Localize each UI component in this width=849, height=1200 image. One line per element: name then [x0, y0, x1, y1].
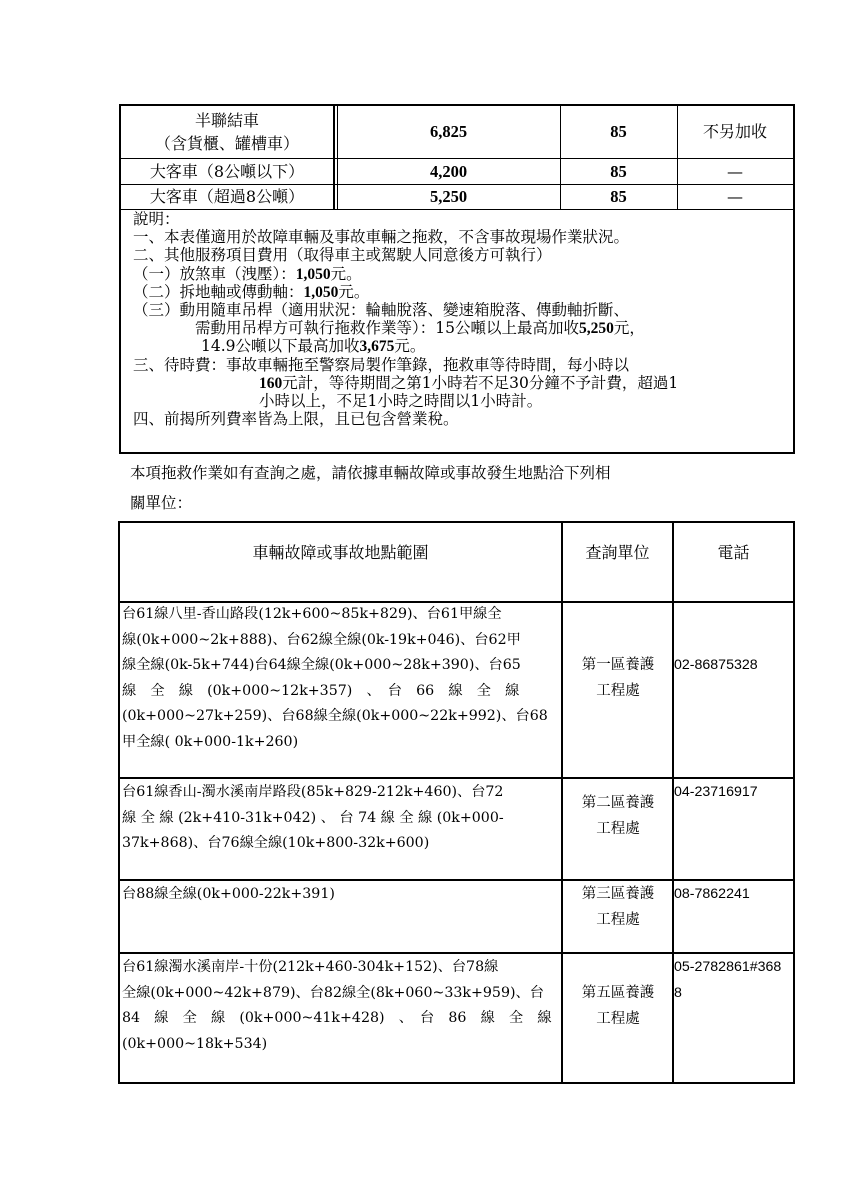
extra-fee-cell: — [727, 187, 743, 206]
vehicle-type-cell: （含貨櫃、罐槽車） [154, 134, 299, 153]
location-range-cell: 台61線濁水溪南岸-十份(212k+460-304k+152)、台78線 全線(0k+000~42k+879)、台82線全(8k+060~33k+959)、台 84 線 全 線 (0k+000~41k+428) 、 台 86 線 全 線 (0k+000~18k+534) [122, 959, 552, 1052]
phone-cell: 02-86875328 [674, 657, 758, 673]
base-fee-cell: 4,200 [429, 162, 468, 181]
office-cell: 第二區養護 工程處 [581, 795, 655, 837]
extra-fee-cell: 不另加收 [702, 122, 767, 141]
row-divider [121, 158, 793, 159]
note-item: 一、本表僅適用於故障車輛及事故車輛之拖救，不含事故現場作業狀況。 [133, 228, 630, 247]
office-cell: 第五區養護 工程處 [581, 985, 655, 1027]
column-divider [333, 106, 335, 209]
vehicle-type-cell: 大客車（超過8公噸） [149, 187, 305, 206]
vehicle-type-cell: 大客車（8公噸以下） [149, 162, 305, 181]
contact-table [118, 521, 795, 1084]
phone-cell: 04-23716917 [674, 784, 758, 800]
intro-line: 關單位： [130, 494, 193, 512]
note-item: （一）放煞車（洩壓）：1,050元。 [133, 264, 362, 283]
row-divider [121, 184, 793, 185]
note-item: 160元計，等待期間之第1小時若不足30分鐘不予計費，超過1 [259, 373, 679, 392]
base-fee-cell: 5,250 [429, 187, 468, 206]
extra-fee-cell: — [727, 162, 743, 181]
row-divider [120, 777, 793, 779]
per-km-fee-cell: 85 [610, 122, 627, 141]
note-item: （三）動用隨車吊桿（適用狀況：輪軸脫落、變速箱脫落、傳動軸折斷、 [133, 300, 630, 319]
note-item: 小時以上，不足1小時之時間以1小時計。 [259, 391, 543, 410]
office-cell: 第三區養護 工程處 [581, 886, 655, 928]
phone-cell: 08-7862241 [674, 886, 750, 902]
note-item: 需動用吊桿方可執行拖救作業等）：15公噸以上最高加收5,250元， [195, 319, 645, 338]
note-item: 四、前揭所列費率皆為上限，且已包含營業稅。 [133, 410, 459, 429]
header-range: 車輛故障或事故地點範圍 [252, 543, 429, 562]
note-item: 14.9公噸以下最高加收3,675元。 [201, 337, 426, 356]
header-unit: 查詢單位 [585, 543, 650, 562]
phone-cell: 05-2782861#3688 [674, 959, 782, 1001]
note-item: 二、其他服務項目費用（取得車主或駕駛人同意後方可執行） [133, 246, 552, 265]
notes-block [133, 210, 783, 428]
header-phone: 電話 [717, 543, 750, 562]
location-range-cell: 台61線八里-香山路段(12k+600~85k+829)、台61甲線全 線(0k+000~2k+888)、台62線全線(0k-19k+046)、台62甲 線全線(0k-5k+744)台64線全線(0k+000~28k+390)、台65 線 全 線 (0k+000~12k+357) 、 台 66 線 全 線 (0k+000~27k+259)、台68線全線(0k+000~22k+992)、台68 甲全線( 0k+000-1k+260) [122, 606, 548, 750]
location-range-cell: 台88線全線(0k+000-22k+391) [122, 886, 335, 902]
row-divider [120, 879, 793, 881]
intro-line: 本項拖救作業如有查詢之處，請依據車輛故障或事故發生地點洽下列相 [130, 464, 611, 482]
per-km-fee-cell: 85 [610, 187, 627, 206]
note-item: 三、待時費：事故車輛拖至警察局製作筆錄，拖救車等待時間，每小時以 [133, 355, 630, 374]
row-divider [120, 952, 793, 954]
base-fee-cell: 6,825 [429, 122, 468, 141]
location-range-cell: 台61線香山-濁水溪南岸路段(85k+829-212k+460)、台72 線 全 線 (2k+410-31k+042) 、 台 74 線 全 線 (0k+000- 37k+868)、台76線全線(10k+800-32k+600) [122, 784, 504, 851]
fee-table [119, 104, 795, 454]
note-item: （二）拆地軸或傳動軸：1,050元。 [133, 282, 370, 301]
notes-title: 說明： [133, 210, 180, 228]
office-cell: 第一區養護 工程處 [581, 657, 655, 699]
per-km-fee-cell: 85 [610, 162, 627, 181]
vehicle-type-cell: 半聯結車 [194, 111, 259, 130]
